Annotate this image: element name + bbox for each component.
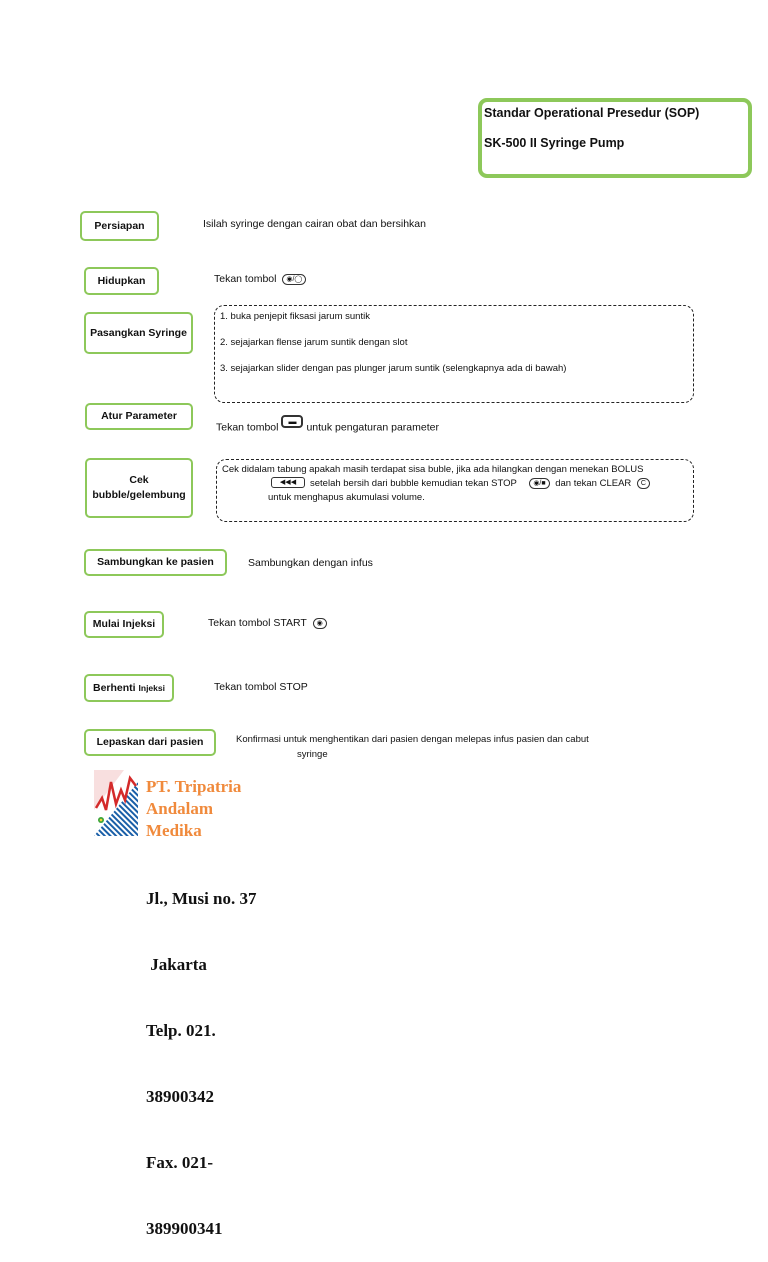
address-line-2: Jakarta (146, 955, 207, 974)
step-berhenti-label-main: Berhenti (93, 681, 136, 694)
address-line-6: 389900341 (146, 1219, 223, 1238)
cek-line-2 (268, 478, 653, 489)
company-name-line-1: PT. Tripatria (146, 777, 242, 796)
document-title: Standar Operational Presedur (SOP) (484, 106, 700, 120)
pasangkan-item-2: 2. sejajarkan flense jarum suntik dengan slot (220, 337, 408, 348)
step-atur-text-after: untuk pengaturan parameter (306, 421, 439, 434)
sop-title-box (478, 98, 752, 178)
step-mulai-text: Tekan tombol START (208, 617, 307, 629)
company-name-line-2: Andalam (146, 799, 214, 818)
pasangkan-item-3: 3. sejajarkan slider dengan pas plunger jarum suntik (selengkapnya ada di bawah) (220, 363, 567, 374)
pasangkan-item-1: 1. buka penjepit fiksasi jarum suntik (220, 311, 370, 322)
address-line-5: Fax. 021- (146, 1153, 214, 1172)
step-atur-text-before: Tekan tombol (216, 421, 279, 434)
step-mulai-line (208, 617, 330, 629)
stop-button-icon: ◉/■ (529, 478, 549, 489)
step-hidupkan-text: Tekan tombol (214, 273, 277, 285)
bolus-button-icon: ◀◀◀ (271, 477, 305, 488)
menu-button-icon: ▬ (281, 415, 303, 428)
step-sambungkan-label: Sambungkan ke pasien (84, 549, 227, 576)
clear-button-icon: C (637, 478, 650, 489)
cek-line-3: untuk menghapus akumulasi volume. (268, 492, 425, 503)
step-hidupkan-line (214, 273, 309, 285)
step-sambungkan-text: Sambungkan dengan infus (248, 557, 373, 569)
company-name (146, 776, 241, 842)
step-cek-label: Cek bubble/gelembung (85, 458, 193, 518)
lepaskan-line-2: syringe (297, 749, 328, 760)
company-address (146, 844, 257, 1262)
document-subtitle: SK-500 II Syringe Pump (484, 136, 625, 150)
power-button-icon: ◉/◯ (282, 274, 306, 285)
lepaskan-line-1: Konfirmasi untuk menghentikan dari pasien dengan melepas infus pasien dan cabut (236, 734, 589, 745)
step-atur-label: Atur Parameter (85, 403, 193, 430)
cek-line-2a: setelah bersih dari bubble kemudian tekan STOP (310, 478, 517, 490)
step-persiapan-text: Isilah syringe dengan cairan obat dan bersihkan (203, 218, 426, 230)
cek-line-1: Cek didalam tabung apakah masih terdapat sisa buble, jika ada hilangkan dengan menekan BOLUS (222, 464, 644, 475)
step-atur-line (216, 417, 439, 434)
step-lepaskan-label: Lepaskan dari pasien (84, 729, 216, 756)
step-berhenti-text: Tekan tombol STOP (214, 681, 308, 693)
start-button-icon: ◉ (313, 618, 327, 629)
step-hidupkan-label: Hidupkan (84, 267, 159, 295)
company-logo (94, 770, 138, 836)
address-line-1: Jl., Musi no. 37 (146, 889, 257, 908)
step-berhenti-label-sub: Injeksi (138, 682, 165, 693)
address-line-3: Telp. 021. (146, 1021, 216, 1040)
step-mulai-label: Mulai Injeksi (84, 611, 164, 638)
address-line-4: 38900342 (146, 1087, 214, 1106)
cek-line-2b: dan tekan CLEAR (555, 478, 632, 490)
step-pasangkan-label: Pasangkan Syringe (84, 312, 193, 354)
step-persiapan-label: Persiapan (80, 211, 159, 241)
step-berhenti-label (84, 674, 174, 702)
company-name-line-3: Medika (146, 821, 202, 840)
